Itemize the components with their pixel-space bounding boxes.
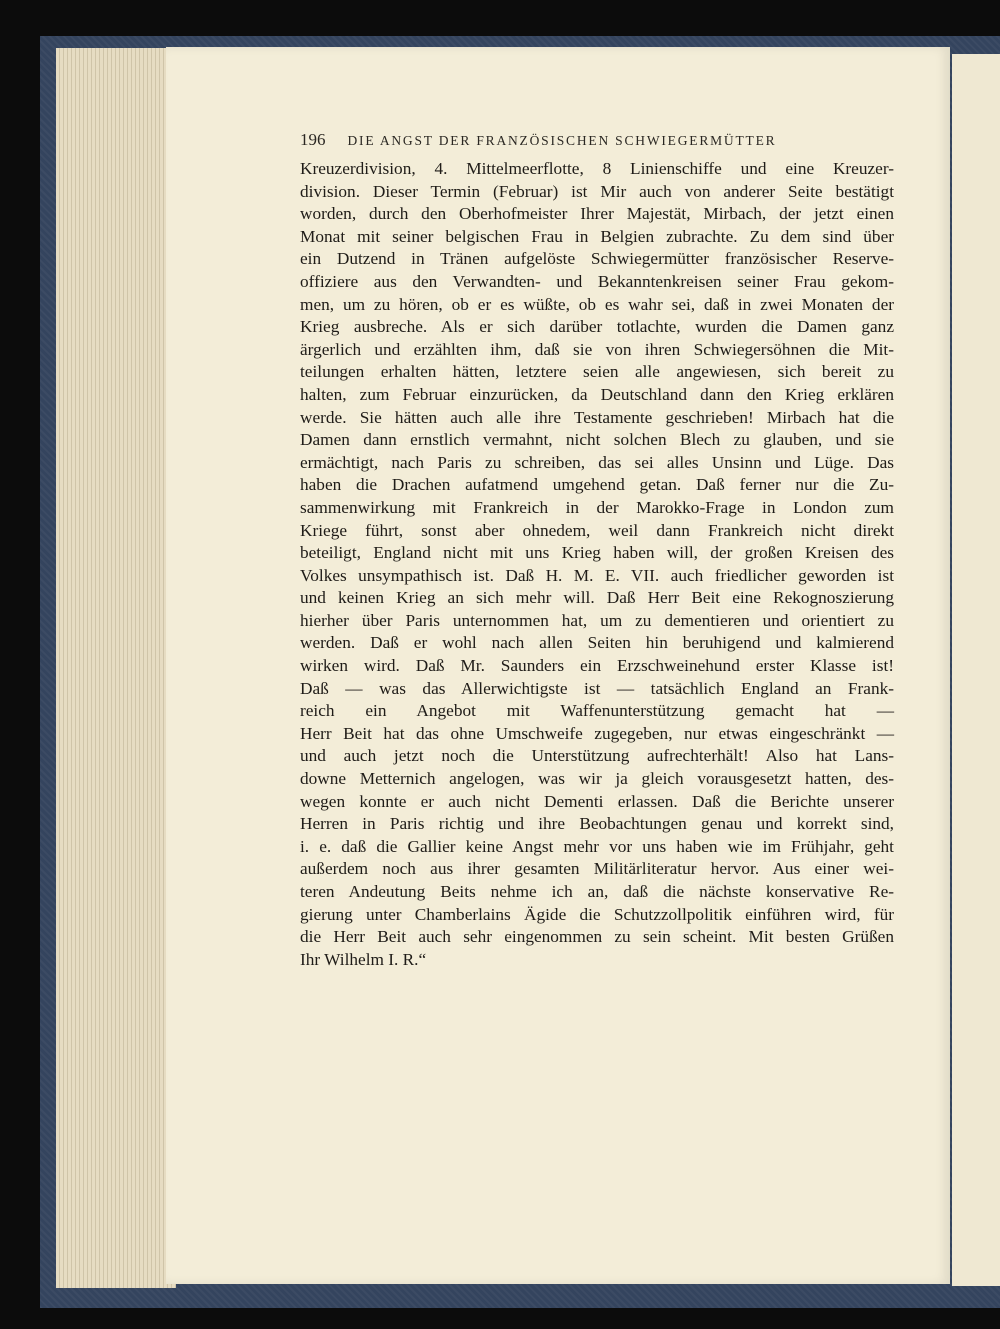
text-line: und auch jetzt noch die Unterstützung aufrechterhält! Also hat Lans- xyxy=(300,746,894,766)
text-line: Monat mit seiner belgischen Frau in Belgien zubrachte. Zu dem sind über xyxy=(300,226,894,246)
text-line: Damen dann ernstlich vermahnt, nicht solchen Blech zu glauben, und sie xyxy=(300,430,894,450)
text-line: ein Dutzend in Tränen aufgelöste Schwiegermütter französischer Reserve- xyxy=(300,249,894,269)
running-title: DIE ANGST DER FRANZÖSISCHEN SCHWIEGERMÜTTER xyxy=(347,133,777,148)
text-line: Herr Beit hat das ohne Umschweife zugegeben, nur etwas eingeschränkt — xyxy=(300,723,894,743)
text-line: worden, durch den Oberhofmeister Ihrer Majestät, Mirbach, der jetzt einen xyxy=(300,204,894,224)
text-line: Kreuzerdivision, 4. Mittelmeerflotte, 8 Linienschiffe und eine Kreuzer- xyxy=(300,159,894,178)
text-line: Daß — was das Allerwichtigste ist — tatsächlich England an Frank- xyxy=(300,678,894,698)
text-line: wirken wird. Daß Mr. Saunders ein Erzschweinehund erster Klasse ist! xyxy=(300,656,894,676)
text-line: gierung unter Chamberlains Ägide die Schutzzollpolitik einführen wird, für xyxy=(300,904,894,924)
text-line: außerdem noch aus ihrer gesamten Militärliteratur hervor. Aus einer wei- xyxy=(300,859,894,879)
running-head xyxy=(300,130,900,150)
page-edges xyxy=(56,48,176,1288)
text-line: und keinen Krieg an sich mehr will. Daß Herr Beit eine Rekognoszierung xyxy=(300,588,894,608)
text-line: Volkes unsympathisch ist. Daß H. M. E. VII. auch friedlicher geworden ist xyxy=(300,565,894,585)
facing-page-edge xyxy=(952,54,1000,1286)
text-line: offiziere aus den Verwandten- und Bekanntenkreisen seiner Frau gekom- xyxy=(300,271,894,291)
text-line: beteiligt, England nicht mit uns Krieg haben will, der großen Kreisen des xyxy=(300,543,894,563)
text-line: hierher über Paris unternommen hat, um zu dementieren und orientiert zu xyxy=(300,610,894,630)
text-line: ermächtigt, nach Paris zu schreiben, das sei alles Unsinn und Lüge. Das xyxy=(300,452,894,472)
text-line: ärgerlich und erzählten ihm, daß sie von ihren Schwiegersöhnen die Mit- xyxy=(300,339,894,359)
text-line: men, um zu hören, ob er es wüßte, ob es wahr sei, daß in zwei Monaten der xyxy=(300,294,894,314)
text-line: die Herr Beit auch sehr eingenommen zu sein scheint. Mit besten Grüßen xyxy=(300,927,894,947)
text-line: teilungen erhalten hätten, letztere seien alle angewiesen, sich bereit zu xyxy=(300,362,894,382)
text-line: Herren in Paris richtig und ihre Beobachtungen genau und korrekt sind, xyxy=(300,814,894,834)
text-line: werde. Sie hätten auch alle ihre Testamente geschrieben! Mirbach hat die xyxy=(300,407,894,427)
text-line: haben die Drachen aufatmend umgehend getan. Daß ferner nur die Zu- xyxy=(300,475,894,495)
page-number: 196 xyxy=(300,130,326,149)
text-line: reich ein Angebot mit Waffenunterstützung gemacht hat — xyxy=(300,701,894,721)
text-line: i. e. daß die Gallier keine Angst mehr vor uns haben wie im Frühjahr, geht xyxy=(300,836,894,856)
text-line: division. Dieser Termin (Februar) ist Mir auch von anderer Seite bestätigt xyxy=(300,181,894,201)
text-line: Krieg ausbreche. Als er sich darüber totlachte, wurden die Damen ganz xyxy=(300,317,894,337)
text-line: Ihr Wilhelm I. R.“ xyxy=(300,949,427,969)
text-line: halten, zum Februar einzurücken, da Deutschland dann den Krieg erklären xyxy=(300,384,894,404)
text-line: sammenwirkung mit Frankreich in der Marokko-Frage in London zum xyxy=(300,497,894,517)
body-text xyxy=(300,158,894,971)
text-line: teren Andeutung Beits nehme ich an, daß die nächste konservative Re- xyxy=(300,882,894,901)
text-line: werden. Daß er wohl nach allen Seiten hin beruhigend und kalmierend xyxy=(300,633,894,653)
text-line: downe Metternich angelogen, was wir ja gleich vorausgesetzt hatten, des- xyxy=(300,769,894,789)
text-line: wegen konnte er auch nicht Dementi erlassen. Daß die Berichte unserer xyxy=(300,791,894,811)
text-line: Kriege führt, sonst aber ohnedem, weil dann Frankreich nicht direkt xyxy=(300,520,894,540)
